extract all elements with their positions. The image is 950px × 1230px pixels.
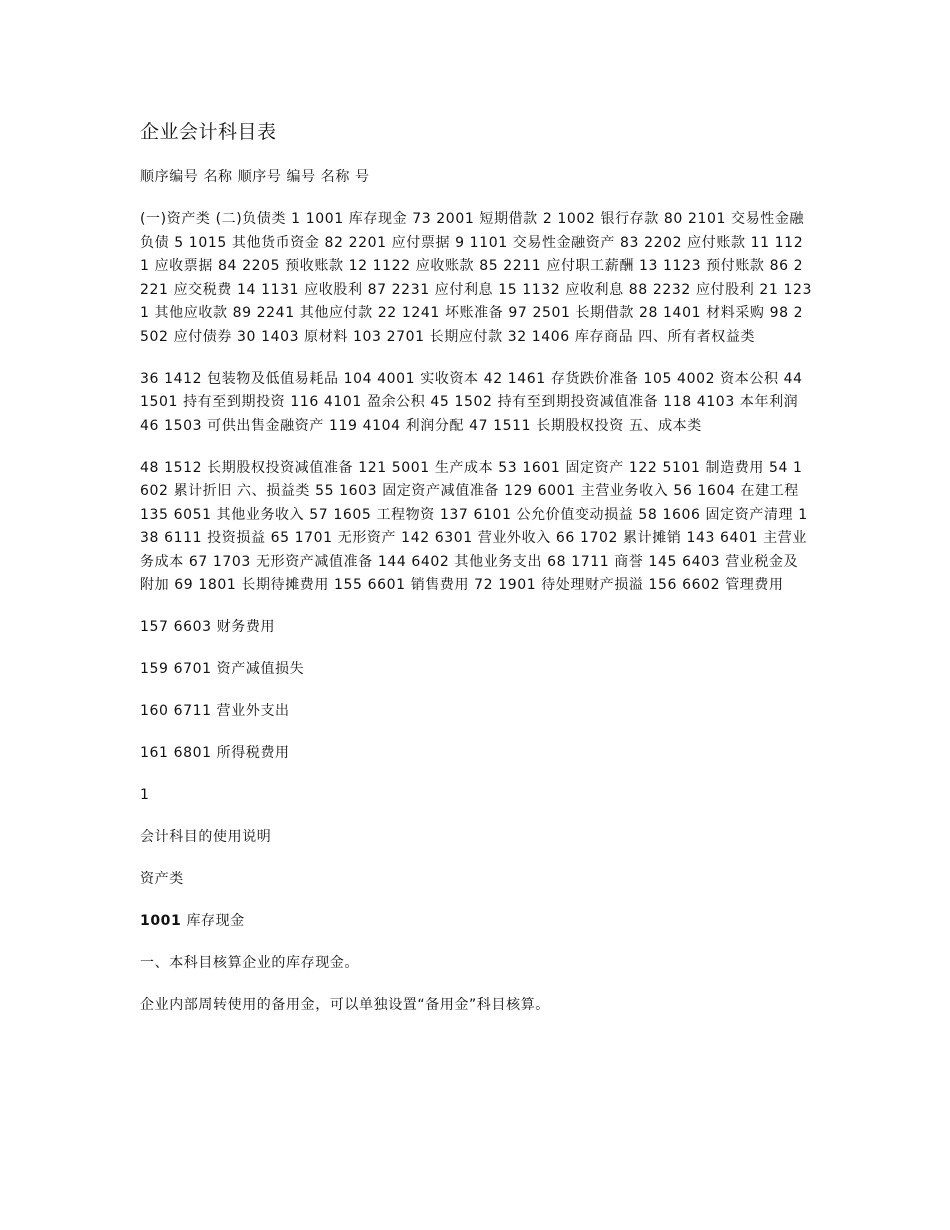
accounts-line-finance-cost: 157 6603 财务费用 xyxy=(140,619,276,635)
account-description-1: 一、本科目核算企业的库存现金。 xyxy=(140,955,359,971)
account-code: 1001 xyxy=(140,913,182,929)
account-description-2: 企业内部周转使用的备用金，可以单独设置“备用金”科目核算。 xyxy=(140,997,550,1013)
document-title: 企业会计科目表 xyxy=(140,121,277,143)
document-page xyxy=(140,118,812,1036)
page-number: 1 xyxy=(140,787,150,803)
accounts-line-income-tax: 161 6801 所得税费用 xyxy=(140,745,290,761)
accounts-line-impairment-loss: 159 6701 资产减值损失 xyxy=(140,661,305,677)
accounts-line-non-operating-expense: 160 6711 营业外支出 xyxy=(140,703,290,719)
account-name: 库存现金 xyxy=(186,913,245,929)
accounts-paragraph-1: (一)资产类 (二)负债类 1 1001 库存现金 73 2001 短期借款 2 1002 银行存款 80 2101 交易性金融负债 5 1015 其他货币资金 82 2201 应付票据 9 1101 交易性金融资产 83 2202 应付账款 11 1121 应收票据 84 2205 预收账款 12 1122 应收账款 85 2211 应付职工薪酬 13 1123 预付账款 86 2221 应交税费 14 1131 应收股利 87 2231 应付利息 15 1132 应收利息 88 2232 应付股利 21 1231 其他应收款 89 2241 其他应付款 22 1241 坏账准备 97 2501 长期借款 28 1401 材料采购 98 2502 应付债券 30 1403 原材料 103 2701 长期应付款 32 1406 库存商品 四、所有者权益类 xyxy=(140,211,812,345)
table-header-row: 顺序编号 名称 顺序号 编号 名称 号 xyxy=(140,169,370,185)
section-heading-assets: 资产类 xyxy=(140,871,184,887)
accounts-paragraph-2: 36 1412 包装物及低值易耗品 104 4001 实收资本 42 1461 存货跌价准备 105 4002 资本公积 44 1501 持有至到期投资 116 4101 盈余公积 45 1502 持有至到期投资减值准备 118 4103 本年利润 46 1503 可供出售金融资产 119 4104 利润分配 47 1511 长期股权投资 五、成本类 xyxy=(140,370,803,434)
account-heading xyxy=(140,910,812,934)
section-heading-usage: 会计科目的使用说明 xyxy=(140,829,272,845)
accounts-paragraph-3: 48 1512 长期股权投资减值准备 121 5001 生产成本 53 1601 固定资产 122 5101 制造费用 54 1602 累计折旧 六、损益类 55 1603 固定资产减值准备 129 6001 主营业务收入 56 1604 在建工程 135 6051 其他业务收入 57 1605 工程物资 137 6101 公允价值变动损益 58 1606 固定资产清理 138 6111 投资损益 65 1701 无形资产 142 6301 营业外收入 66 1702 累计摊销 143 6401 主营业务成本 67 1703 无形资产减值准备 144 6402 其他业务支出 68 1711 商誉 145 6403 营业税金及附加 69 1801 长期待摊费用 155 6601 销售费用 72 1901 待处理财产损溢 156 6602 管理费用 xyxy=(140,459,808,593)
